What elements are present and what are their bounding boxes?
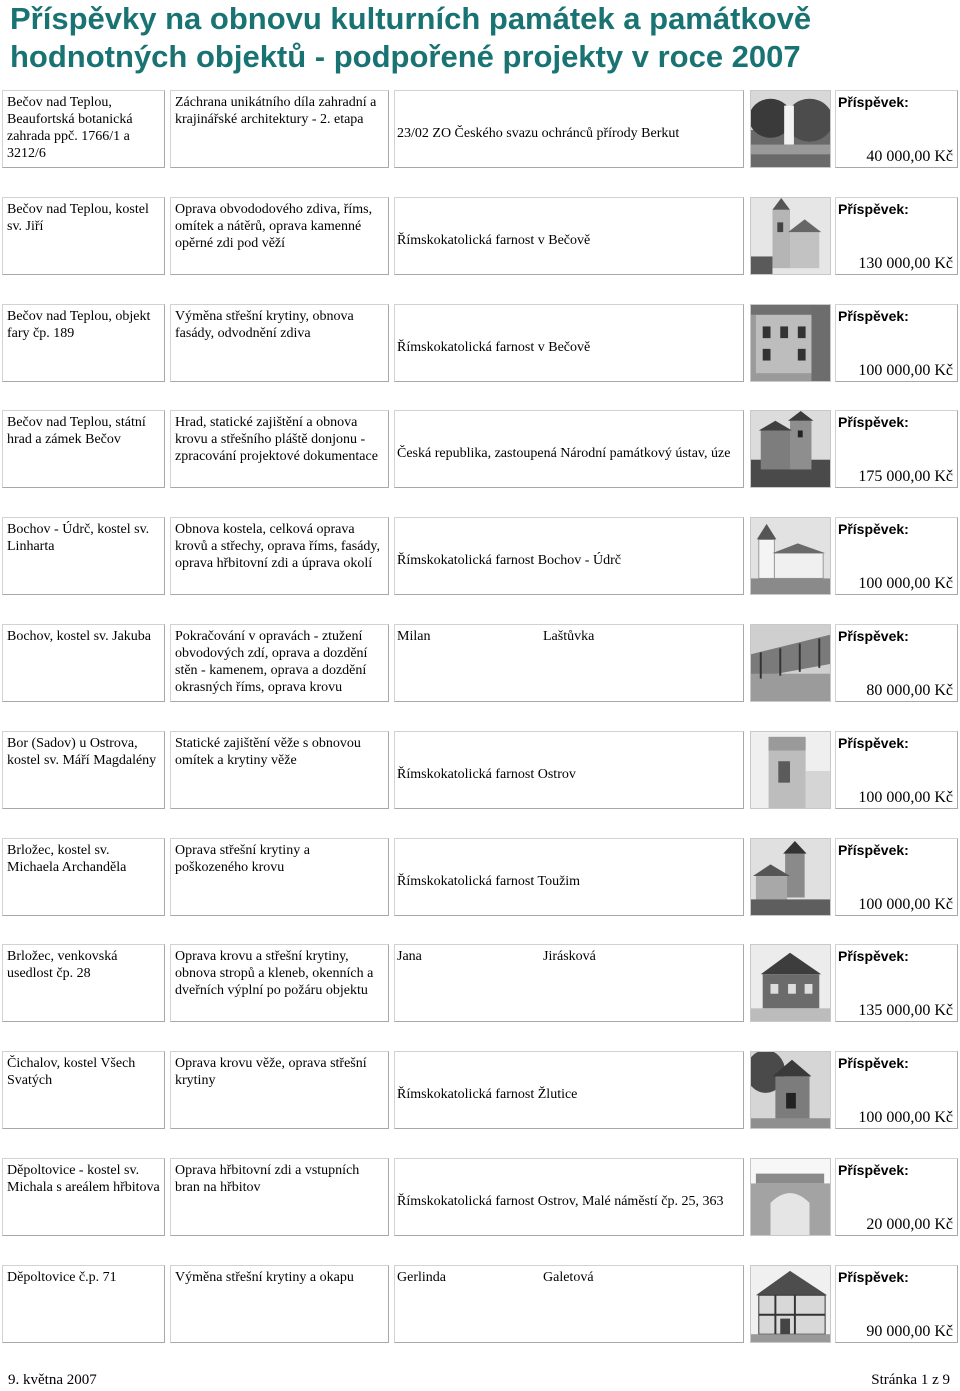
project-row bbox=[0, 193, 960, 279]
contribution-label: Příspěvek: bbox=[838, 1162, 909, 1178]
project-row bbox=[0, 1154, 960, 1240]
project-description: Statické zajištění věže s obnovou omítek a krytiny věže bbox=[175, 736, 361, 768]
contribution-amount: 100 000,00 Kč bbox=[858, 896, 953, 913]
contribution-cell bbox=[835, 624, 958, 702]
project-cell bbox=[170, 517, 389, 595]
project-cell bbox=[170, 944, 389, 1022]
place-cell bbox=[2, 944, 165, 1022]
project-row bbox=[0, 834, 960, 920]
project-cell bbox=[170, 90, 389, 168]
contribution-cell bbox=[835, 197, 958, 275]
project-row bbox=[0, 727, 960, 813]
project-description: Oprava střešní krytiny a poškozeného krovu bbox=[175, 843, 310, 875]
place-name: Bečov nad Teplou, kostel sv. Jiří bbox=[7, 202, 149, 234]
contribution-amount: 100 000,00 Kč bbox=[858, 789, 953, 806]
contribution-amount: 175 000,00 Kč bbox=[858, 468, 953, 485]
place-cell bbox=[2, 1158, 165, 1236]
place-cell bbox=[2, 517, 165, 595]
contribution-amount: 80 000,00 Kč bbox=[866, 682, 953, 699]
contribution-label: Příspěvek: bbox=[838, 308, 909, 324]
contribution-amount: 20 000,00 Kč bbox=[866, 1216, 953, 1233]
applicant-cell bbox=[394, 838, 744, 916]
place-cell bbox=[2, 90, 165, 168]
contribution-cell bbox=[835, 731, 958, 809]
project-row bbox=[0, 620, 960, 706]
footer-page-number: Stránka 1 z 9 bbox=[871, 1372, 950, 1388]
contribution-cell bbox=[835, 1051, 958, 1129]
contribution-amount: 90 000,00 Kč bbox=[866, 1323, 953, 1340]
project-cell bbox=[170, 838, 389, 916]
footer-date: 9. května 2007 bbox=[8, 1372, 97, 1388]
place-cell bbox=[2, 731, 165, 809]
applicant-cell bbox=[394, 944, 744, 1022]
applicant-cell bbox=[394, 624, 744, 702]
contribution-label: Příspěvek: bbox=[838, 1055, 909, 1071]
applicant-last-name: Galetová bbox=[543, 1270, 594, 1285]
project-description: Pokračování v opravách - ztužení obvodových zdí, oprava a dozdění stěn - kamenem, oprava a dozdění okrasných říms, oprava krovu bbox=[175, 629, 368, 695]
place-cell bbox=[2, 1265, 165, 1343]
project-row bbox=[0, 940, 960, 1026]
contribution-cell bbox=[835, 517, 958, 595]
applicant-first-name: Milan bbox=[397, 629, 431, 644]
gate-photo bbox=[750, 1158, 831, 1236]
project-description: Hrad, statické zajištění a obnova krovu a střešního pláště donjonu - zpracování projektové dokumentace bbox=[175, 415, 378, 464]
contribution-amount: 100 000,00 Kč bbox=[858, 1109, 953, 1126]
contribution-amount: 40 000,00 Kč bbox=[866, 148, 953, 165]
contribution-label: Příspěvek: bbox=[838, 628, 909, 644]
place-cell bbox=[2, 624, 165, 702]
project-cell bbox=[170, 624, 389, 702]
applicant-first-name: Jana bbox=[397, 949, 422, 964]
contribution-label: Příspěvek: bbox=[838, 735, 909, 751]
contribution-cell bbox=[835, 304, 958, 382]
applicant-cell bbox=[394, 410, 744, 488]
contribution-label: Příspěvek: bbox=[838, 414, 909, 430]
contribution-amount: 135 000,00 Kč bbox=[858, 1002, 953, 1019]
applicant-cell bbox=[394, 1051, 744, 1129]
place-name: Bečov nad Teplou, Beaufortská botanická zahrada ppč. 1766/1 a 3212/6 bbox=[7, 95, 133, 161]
place-name: Děpoltovice - kostel sv. Michala s areálem hřbitova bbox=[7, 1163, 160, 1195]
applicant-name: Římskokatolická farnost v Bečově bbox=[397, 232, 591, 248]
applicant-cell bbox=[394, 197, 744, 275]
contribution-cell bbox=[835, 1265, 958, 1343]
place-cell bbox=[2, 410, 165, 488]
applicant-cell bbox=[394, 517, 744, 595]
tower-photo bbox=[750, 731, 831, 809]
contribution-label: Příspěvek: bbox=[838, 1269, 909, 1285]
contribution-cell bbox=[835, 1158, 958, 1236]
applicant-name: Římskokatolická farnost Žlutice bbox=[397, 1086, 578, 1102]
church-tower-photo bbox=[750, 197, 831, 275]
contribution-label: Příspěvek: bbox=[838, 201, 909, 217]
applicant-name: Římskokatolická farnost Toužim bbox=[397, 873, 581, 889]
contribution-label: Příspěvek: bbox=[838, 948, 909, 964]
project-cell bbox=[170, 1265, 389, 1343]
place-name: Bečov nad Teplou, státní hrad a zámek Bečov bbox=[7, 415, 146, 447]
applicant-last-name: Laštůvka bbox=[543, 629, 595, 644]
applicant-name: Římskokatolická farnost Bochov - Údrč bbox=[397, 552, 621, 568]
ruin-photo bbox=[750, 624, 831, 702]
project-row bbox=[0, 86, 960, 172]
place-name: Bochov, kostel sv. Jakuba bbox=[7, 629, 151, 644]
place-name: Čichalov, kostel Všech Svatých bbox=[7, 1056, 136, 1088]
applicant-name: Římskokatolická farnost Ostrov bbox=[397, 766, 576, 782]
place-name: Bor (Sadov) u Ostrova, kostel sv. Máří Magdalény bbox=[7, 736, 157, 768]
contribution-cell bbox=[835, 410, 958, 488]
applicant-cell bbox=[394, 304, 744, 382]
applicant-cell bbox=[394, 731, 744, 809]
place-name: Bečov nad Teplou, objekt fary čp. 189 bbox=[7, 309, 151, 341]
applicant-name: Římskokatolická farnost Ostrov, Malé náměstí čp. 25, 363 bbox=[397, 1193, 724, 1209]
contribution-amount: 100 000,00 Kč bbox=[858, 575, 953, 592]
project-description: Oprava krovu a střešní krytiny, obnova stropů a kleneb, okenních a dveřních výplní po požáru objektu bbox=[175, 949, 374, 998]
place-cell bbox=[2, 838, 165, 916]
church-photo bbox=[750, 517, 831, 595]
project-row bbox=[0, 1261, 960, 1347]
contribution-label: Příspěvek: bbox=[838, 94, 909, 110]
place-name: Brložec, venkovská usedlost čp. 28 bbox=[7, 949, 118, 981]
project-row bbox=[0, 513, 960, 599]
contribution-cell bbox=[835, 90, 958, 168]
project-row bbox=[0, 300, 960, 386]
project-description: Výměna střešní krytiny, obnova fasády, odvodnění zdiva bbox=[175, 309, 354, 341]
place-cell bbox=[2, 304, 165, 382]
project-row bbox=[0, 1047, 960, 1133]
applicant-first-name: Gerlinda bbox=[397, 1270, 446, 1285]
castle-photo bbox=[750, 410, 831, 488]
applicant-cell bbox=[394, 1265, 744, 1343]
project-cell bbox=[170, 304, 389, 382]
garden-photo bbox=[750, 90, 831, 168]
project-cell bbox=[170, 1158, 389, 1236]
project-cell bbox=[170, 1051, 389, 1129]
project-cell bbox=[170, 197, 389, 275]
place-name: Bochov - Údrč, kostel sv. Linharta bbox=[7, 522, 150, 554]
project-description: Obnova kostela, celková oprava krovů a střechy, oprava říms, fasády, oprava hřbitovní zdi a úprava okolí bbox=[175, 522, 381, 571]
place-cell bbox=[2, 197, 165, 275]
project-description: Oprava hřbitovní zdi a vstupních bran na hřbitov bbox=[175, 1163, 360, 1195]
project-description: Oprava krovu věže, oprava střešní krytiny bbox=[175, 1056, 367, 1088]
applicant-cell bbox=[394, 90, 744, 168]
project-row bbox=[0, 406, 960, 492]
contribution-label: Příspěvek: bbox=[838, 842, 909, 858]
project-description: Záchrana unikátního díla zahradní a krajinářské architektury - 2. etapa bbox=[175, 95, 377, 127]
place-name: Děpoltovice č.p. 71 bbox=[7, 1270, 117, 1285]
project-cell bbox=[170, 731, 389, 809]
contribution-label: Příspěvek: bbox=[838, 521, 909, 537]
timber-house-photo bbox=[750, 1265, 831, 1343]
applicant-cell bbox=[394, 1158, 744, 1236]
chapel-photo bbox=[750, 838, 831, 916]
farmhouse-photo bbox=[750, 944, 831, 1022]
contribution-cell bbox=[835, 944, 958, 1022]
contribution-cell bbox=[835, 838, 958, 916]
contribution-amount: 130 000,00 Kč bbox=[858, 255, 953, 272]
place-cell bbox=[2, 1051, 165, 1129]
applicant-name: Římskokatolická farnost v Bečově bbox=[397, 339, 591, 355]
applicant-name: 23/02 ZO Českého svazu ochránců přírody Berkut bbox=[397, 125, 680, 141]
project-description: Výměna střešní krytiny a okapu bbox=[175, 1270, 354, 1285]
project-cell bbox=[170, 410, 389, 488]
applicant-name: Česká republika, zastoupená Národní památkový ústav, úze bbox=[397, 445, 731, 461]
applicant-last-name: Jirásková bbox=[543, 949, 596, 964]
contribution-amount: 100 000,00 Kč bbox=[858, 362, 953, 379]
place-name: Brložec, kostel sv. Michaela Archanděla bbox=[7, 843, 127, 875]
project-description: Oprava obvododového zdiva, říms, omítek a nátěrů, oprava kamenné opěrné zdi pod věží bbox=[175, 202, 373, 251]
belfry-photo bbox=[750, 1051, 831, 1129]
rectory-photo bbox=[750, 304, 831, 382]
page-title: Příspěvky na obnovu kulturních památek a památkově hodnotných objektů - podpořené projekty v roce 2007 bbox=[10, 1, 812, 74]
